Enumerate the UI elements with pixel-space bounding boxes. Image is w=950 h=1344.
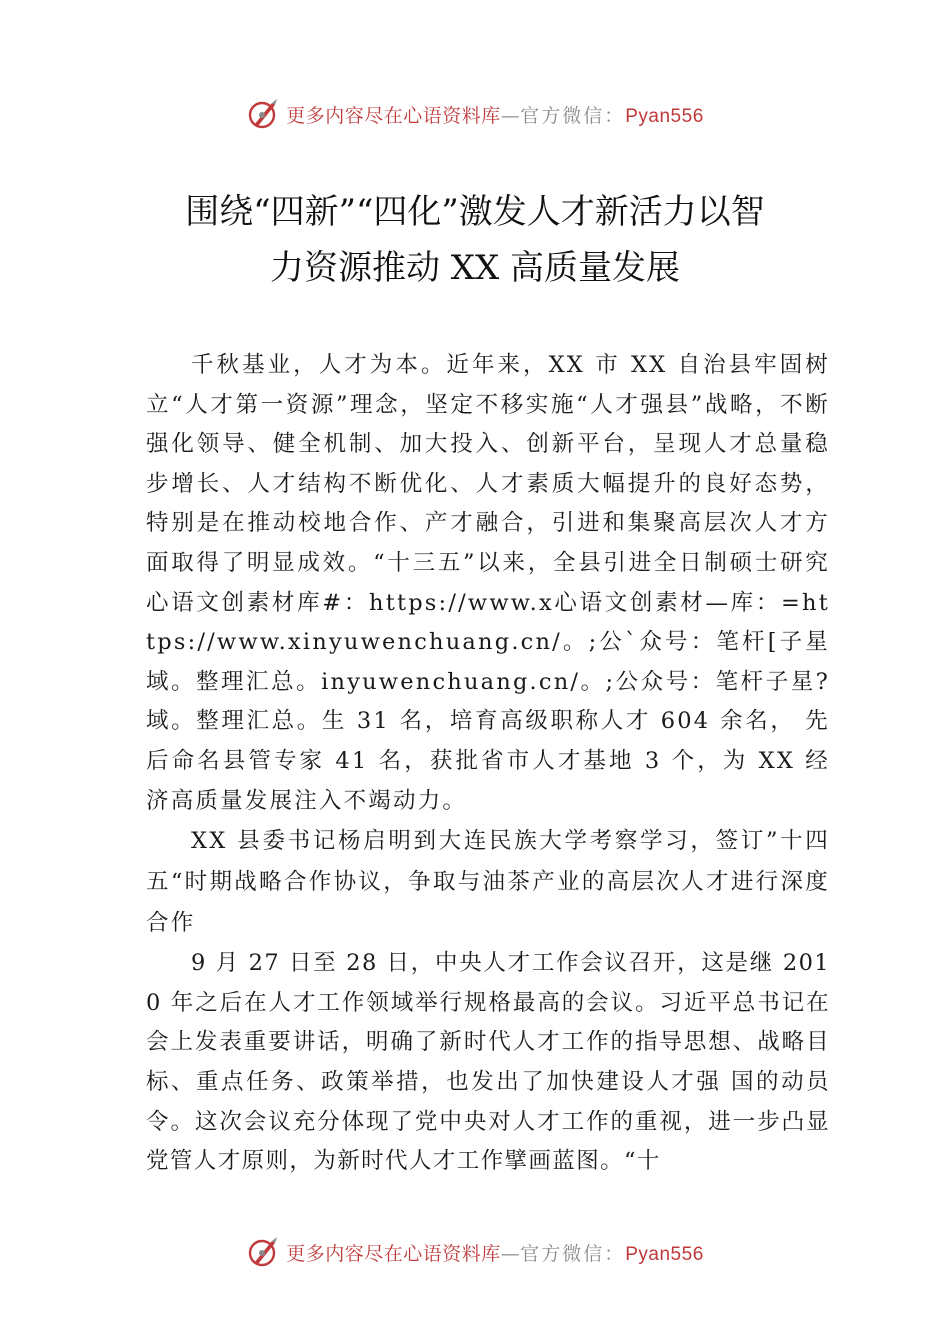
banner-separator: —	[500, 104, 521, 127]
banner-label: 官方微信：	[520, 104, 626, 127]
banner-label: 官方微信：	[520, 1242, 626, 1265]
banner-wechat-id: Pyan556	[625, 1243, 704, 1265]
footer-banner	[0, 1232, 950, 1272]
banner-text	[286, 101, 704, 128]
quill-pen-logo-icon	[246, 1235, 280, 1269]
banner-separator: —	[500, 1242, 521, 1265]
paragraph: 千秋基业，人才为本。近年来，XX 市 XX 自治县牢固树立“人才第一资源”理念，坚定不移实施“人才强县”战略，不断强化领导、健全机制、加大投入、创新平台，呈现人才总量稳步增长、人才结构不断优化、人才素质大幅提升的良好态势，特别是在推动校地合作、产才融合，引进和集聚高层次人才方面取得了明显成效。“十三五”以来，全县引进全日制硕士研究心语文创素材库#：https://www.x心语文创素材—库：=https://www.xinyuwenchuang.cn/。;公`众号：笔杆[子星域。整理汇总。inyuwenchuang.cn/。;公众号：笔杆子星?域。整理汇总。生 31 名，培育高级职称人才 604 余名， 先后命名县管专家 41 名，获批省市人才基地 3 个，为 XX 经济高质量发展注入不竭动力。	[146, 352, 830, 814]
quill-pen-logo-icon	[246, 97, 280, 131]
title-line-1: 围绕“四新”“四化”激发人才新活力以智	[185, 192, 765, 232]
header-banner	[0, 94, 950, 134]
banner-brand: 更多内容尽在心语资料库	[286, 104, 501, 127]
document-title	[100, 184, 850, 296]
paragraph: XX 县委书记杨启明到大连民族大学考察学习，签订”十四五“时期战略合作协议，争取与油茶产业的高层次人才进行深度合作	[146, 828, 830, 937]
document-body	[146, 346, 830, 1182]
banner-wechat-id: Pyan556	[625, 105, 704, 127]
banner-text	[286, 1239, 704, 1266]
paragraph: 9 月 27 日至 28 日，中央人才工作会议召开，这是继 2010 年之后在人才工作领域举行规格最高的会议。习近平总书记在会上发表重要讲话，明确了新时代人才工作的指导思想、战略目标、重点任务、政策举措，也发出了加快建设人才强 国的动员令。这次会议充分体现了党中央对人才工作的重视，进一步凸显党管人才原则，为新时代人才工作擘画蓝图。“十	[146, 950, 830, 1175]
banner-brand: 更多内容尽在心语资料库	[286, 1242, 501, 1265]
title-line-2: 力资源推动 XX 高质量发展	[269, 248, 681, 288]
